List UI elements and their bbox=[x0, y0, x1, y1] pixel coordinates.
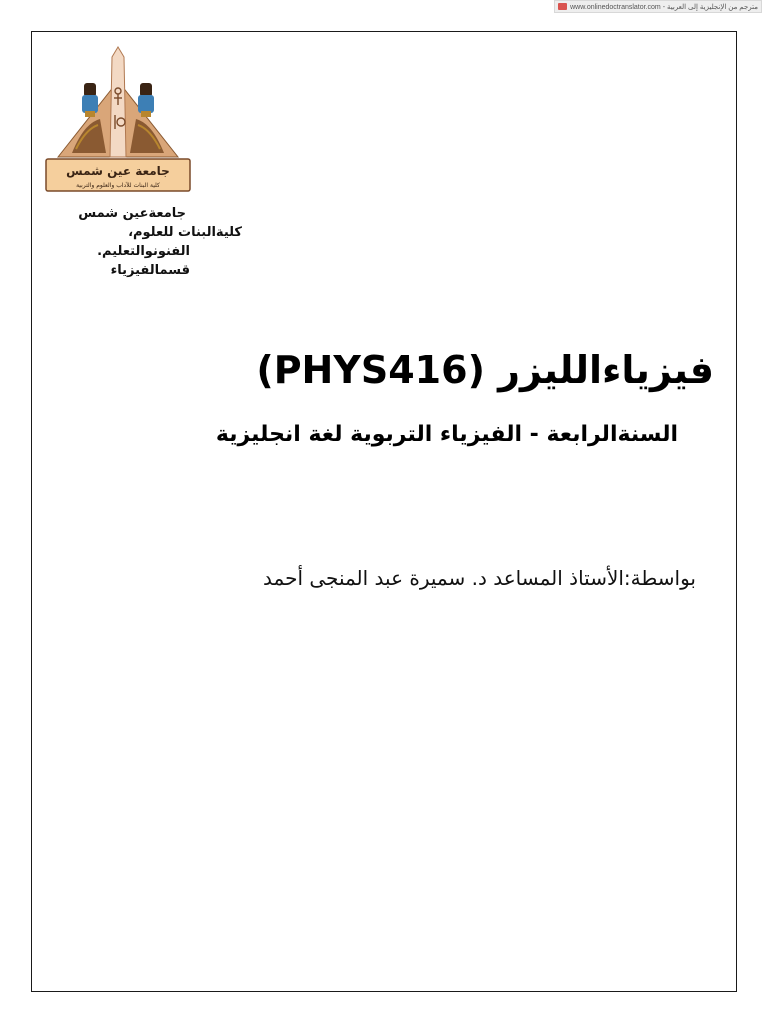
university-name: جامعةعين شمس bbox=[78, 206, 186, 221]
course-title: فيزياءالليزر (PHYS416) bbox=[256, 348, 714, 392]
department-name: قسمالفيزياء bbox=[110, 263, 190, 278]
author-line: بواسطة:الأستاذ المساعد د. سميرة عبد المنجى أحمد bbox=[263, 566, 696, 590]
translator-banner-text: www.onlinedoctranslator.com - مترجم من الإنجليزية إلى العربية bbox=[570, 3, 758, 11]
college-name: كليةالبنات للعلوم، bbox=[128, 225, 242, 240]
university-logo bbox=[44, 45, 192, 195]
logo-caption: جامعة عين شمس bbox=[66, 164, 170, 178]
obelisk-icon bbox=[110, 47, 126, 157]
affiliation-block bbox=[60, 204, 242, 280]
translate-icon bbox=[558, 3, 567, 10]
course-subtitle: السنةالرابعة - الفيزياء التربوية لغة انجليزية bbox=[215, 422, 678, 447]
college-name-cont: الفنونوالتعليم. bbox=[97, 244, 190, 259]
translator-banner[interactable] bbox=[554, 0, 762, 13]
logo-subcaption: كلية البنات للآداب والعلوم والتربية bbox=[76, 182, 160, 189]
